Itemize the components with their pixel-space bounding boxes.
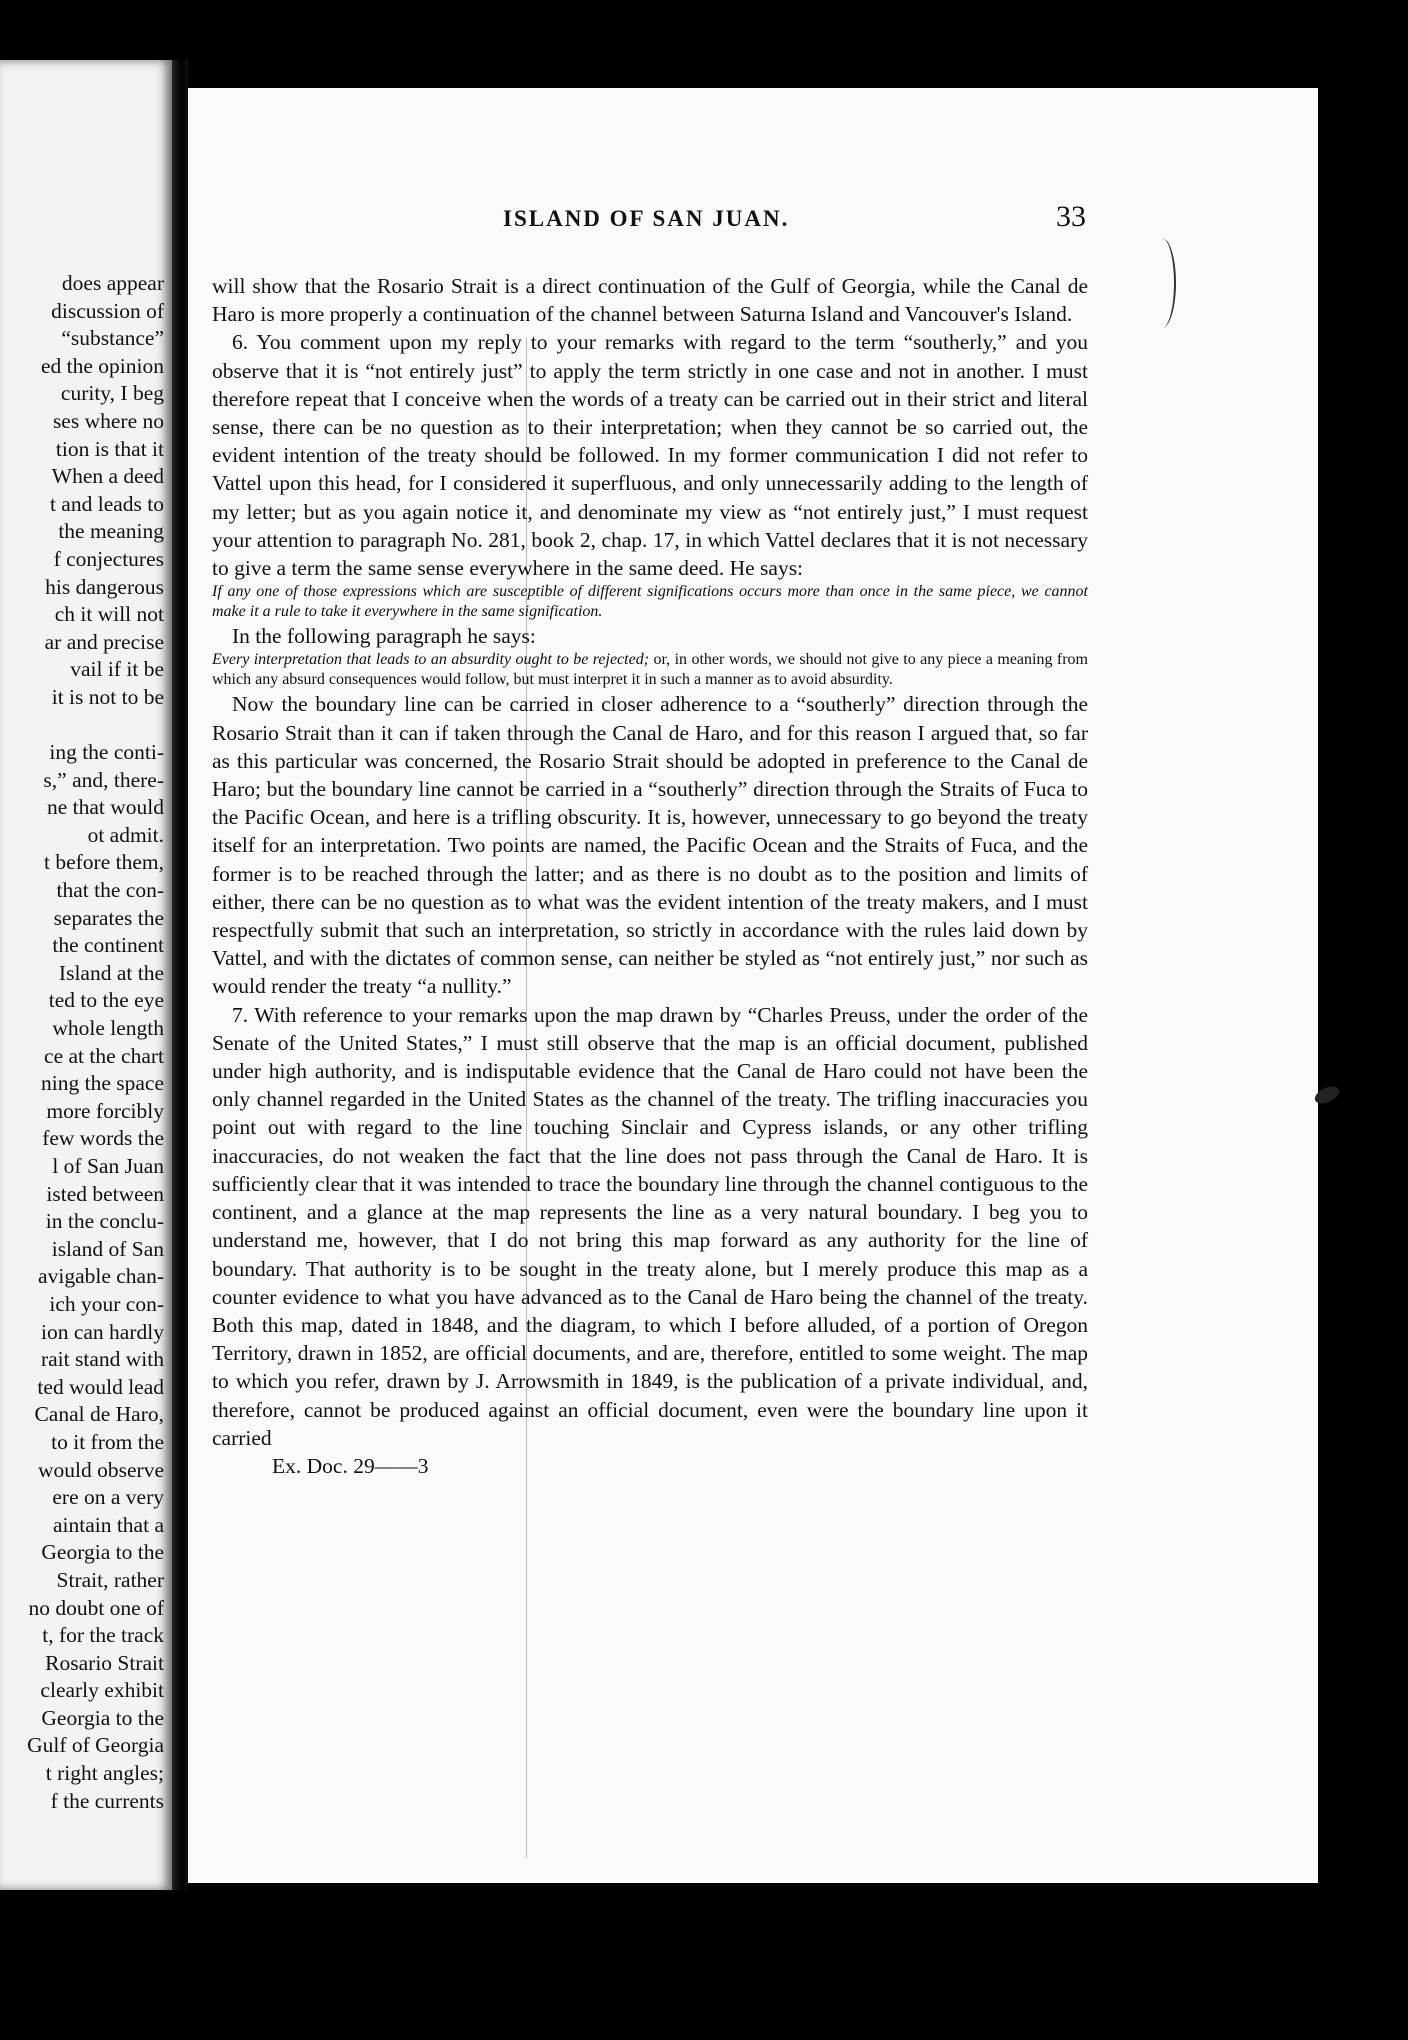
facing-page-line: vail if it be bbox=[70, 657, 164, 682]
facing-page-line: would observe bbox=[38, 1457, 164, 1482]
document-page bbox=[188, 88, 1318, 1883]
facing-page-line: ich your con- bbox=[49, 1291, 164, 1316]
facing-page-line: tion is that it bbox=[55, 436, 164, 461]
facing-page-line: ted to the eye bbox=[48, 988, 164, 1013]
ink-smudge bbox=[1312, 1083, 1341, 1107]
facing-page-line: ere on a very bbox=[52, 1485, 164, 1510]
running-head: ISLAND OF SAN JUAN. bbox=[503, 206, 790, 231]
paragraph-7: 7. With reference to your remarks upon the map drawn by “Charles Preuss, under the order of the Senate of the United States,” I must still observe that the map is an official document, published under high authority, and is indisputable evidence that the Canal de Haro could not have been the only channel regarded in the United States as the channel of the treaty. The trifling inaccuracies you point out with regard to the line touching Sinclair and Cypress islands, or any other trifling inaccuracies, do not weaken the fact that the line does not pass through the Canal de Haro. It is sufficiently clear that it was intended to trace the boundary line through the channel contiguous to the continent, and a glance at the map represents the line as a very natural boundary. I beg you to understand me, however, that I do not bring this map forward as any authority for the line of boundary. That authority is to be sought in the treaty alone, but I merely produce this map as a counter evidence to what you have advanced as to the Canal de Haro being the channel of the treaty. Both this map, dated in 1848, and the diagram, to which I before alluded, of a portion of Oregon Territory, drawn in 1852, are official documents, and are, therefore, entitled to some weight. The map to which you refer, drawn by J. Arrowsmith in 1849, is the publication of a private individual, and, therefore, cannot be produced against an official document, even were the boundary line upon it carried bbox=[212, 1002, 1088, 1450]
facing-page-line: ing the conti- bbox=[49, 740, 164, 765]
facing-page-line bbox=[0, 712, 164, 740]
facing-page-line: ses where no bbox=[52, 408, 164, 433]
facing-page-line: the continent bbox=[52, 933, 164, 958]
facing-page-line: rait stand with bbox=[40, 1347, 164, 1372]
scan-artifact bbox=[1148, 238, 1176, 328]
facing-page-line: whole length bbox=[52, 1016, 164, 1041]
facing-page-line: ch it will not bbox=[54, 602, 164, 627]
facing-page-line: ne that would bbox=[46, 795, 164, 820]
facing-page-line: to it from the bbox=[51, 1429, 164, 1454]
paragraph-6: 6. You comment upon my reply to your remarks with regard to the term “southerly,” and you observe that it is “not entirely just” to apply the term strictly in one case and not in another. I must therefore repeat that I conceive when the words of a treaty can be carried out in their strict and literal sense, there can be no question as to their interpretation; when they cannot be so carried out, the evident intention of the treaty should be followed. In my former communication I did not refer to Vattel upon this head, for I considered it superfluous, and only unnecessarily adding to the length of my letter; but as you again notice it, and denominate my view as “not entirely just,” I must request your attention to paragraph No. 281, book 2, chap. 17, in which Vattel declares that it is not necessary to give a term the same sense everywhere in the same deed. He says: bbox=[212, 330, 1088, 581]
facing-page-line: clearly exhibit bbox=[40, 1678, 164, 1703]
paragraph-following: In the following paragraph he says: bbox=[232, 624, 536, 649]
facing-page-line: his dangerous bbox=[45, 574, 164, 599]
facing-page-line: it is not to be bbox=[51, 684, 164, 709]
facing-page-line: isted between bbox=[46, 1181, 164, 1206]
facing-page-line: ed the opinion bbox=[40, 353, 164, 378]
facing-page-line: ce at the chart bbox=[44, 1043, 164, 1068]
block-quote-1: If any one of those expressions which are susceptible of different significations occurs more than once in the same piece, we cannot make it a rule to take it everywhere in the same signification. bbox=[212, 583, 1088, 621]
quote-2-roman: or, in other words, we should not give to any piece a meaning from which any absurd consequences would follow, but must interpret it in such a manner as to avoid absurdity. bbox=[212, 651, 1089, 689]
paragraph-continuation: will show that the Rosario Strait is a direct continuation of the Gulf of Georgia, while the Canal de Haro is more properly a continuation of the channel between Saturna Island and Vancouver's Island. bbox=[212, 274, 1088, 327]
facing-page-line: Rosario Strait bbox=[45, 1650, 164, 1675]
facing-page-line: When a deed bbox=[51, 464, 164, 489]
facing-page-line: t, for the track bbox=[42, 1623, 164, 1648]
facing-page-line: does appear bbox=[61, 271, 164, 295]
quote-2-italic: Every interpretation that leads to an absurdity ought to be rejected; bbox=[212, 651, 650, 669]
document-signature: Ex. Doc. 29——3 bbox=[272, 1453, 429, 1478]
facing-page-line: the meaning bbox=[58, 519, 164, 544]
facing-page-line: ar and precise bbox=[44, 629, 164, 654]
facing-page-line: s,” and, there- bbox=[43, 767, 164, 792]
facing-page-line: Georgia to the bbox=[41, 1705, 164, 1730]
facing-page-line: Georgia to the bbox=[41, 1540, 164, 1565]
facing-page-line: few words the bbox=[42, 1126, 164, 1151]
facing-page-line: Strait, rather bbox=[56, 1567, 164, 1592]
facing-page-line: island of San bbox=[51, 1236, 164, 1261]
facing-page-text bbox=[0, 270, 164, 1815]
facing-page-line: avigable chan- bbox=[38, 1264, 164, 1289]
page-number: 33 bbox=[1056, 200, 1086, 233]
block-quote-2 bbox=[212, 650, 1088, 690]
facing-page-line: ion can hardly bbox=[41, 1319, 164, 1344]
facing-page-line: separates the bbox=[53, 905, 164, 930]
facing-page-line: t before them, bbox=[44, 850, 164, 875]
facing-page-line: in the conclu- bbox=[45, 1209, 164, 1234]
page-header bbox=[188, 200, 1318, 246]
facing-page-line: more forcibly bbox=[46, 1098, 164, 1123]
facing-page-line: f the currents bbox=[50, 1788, 164, 1813]
book-gutter bbox=[172, 60, 188, 1890]
facing-page-line: l of San Juan bbox=[52, 1154, 164, 1178]
facing-page-line: Gulf of Georgia bbox=[27, 1733, 164, 1758]
facing-page bbox=[0, 60, 172, 1890]
facing-page-line: discussion of bbox=[51, 298, 164, 323]
facing-page-line: Canal de Haro, bbox=[34, 1402, 164, 1427]
facing-page-line: no doubt one of bbox=[28, 1595, 164, 1620]
facing-page-line: curity, I beg bbox=[60, 381, 164, 406]
paragraph-boundary: Now the boundary line can be carried in closer adherence to a “southerly” direction through the Rosario Strait than it can if taken through the Canal de Haro, and for this reason I argued that, so far as this particular was concerned, the Rosario Strait should be adopted in preference to the Canal de Haro; but the boundary line cannot be carried in a “southerly” direction through the Straits of Fuca to the Pacific Ocean, and here is a trifling obscurity. It is, however, unnecessary to go beyond the treaty itself for an interpretation. Two points are named, the Pacific Ocean and the Straits of Fuca, and the former is to be reached through the latter; and as there is no doubt as to the position and limits of either, there can be no question as to what was the evident intention of the treaty makers, and I must respectfully submit that such an interpretation, so strictly in accordance with the rules laid down by Vattel, and with the dictates of common sense, can neither be styled as “not entirely just,” nor such as would render the treaty “a nullity.” bbox=[212, 692, 1088, 999]
facing-page-line: “substance” bbox=[61, 326, 164, 351]
facing-page-line: t right angles; bbox=[45, 1761, 164, 1786]
page-body bbox=[212, 272, 1088, 1480]
facing-page-line: ot admit. bbox=[87, 822, 164, 847]
facing-page-line: Island at the bbox=[58, 960, 164, 985]
facing-page-line: f conjectures bbox=[53, 546, 164, 571]
facing-page-line: ted would lead bbox=[37, 1374, 164, 1399]
facing-page-line: t and leads to bbox=[49, 491, 164, 516]
facing-page-line: that the con- bbox=[56, 878, 164, 903]
facing-page-line: aintain that a bbox=[52, 1512, 164, 1537]
facing-page-line: ning the space bbox=[41, 1071, 164, 1096]
